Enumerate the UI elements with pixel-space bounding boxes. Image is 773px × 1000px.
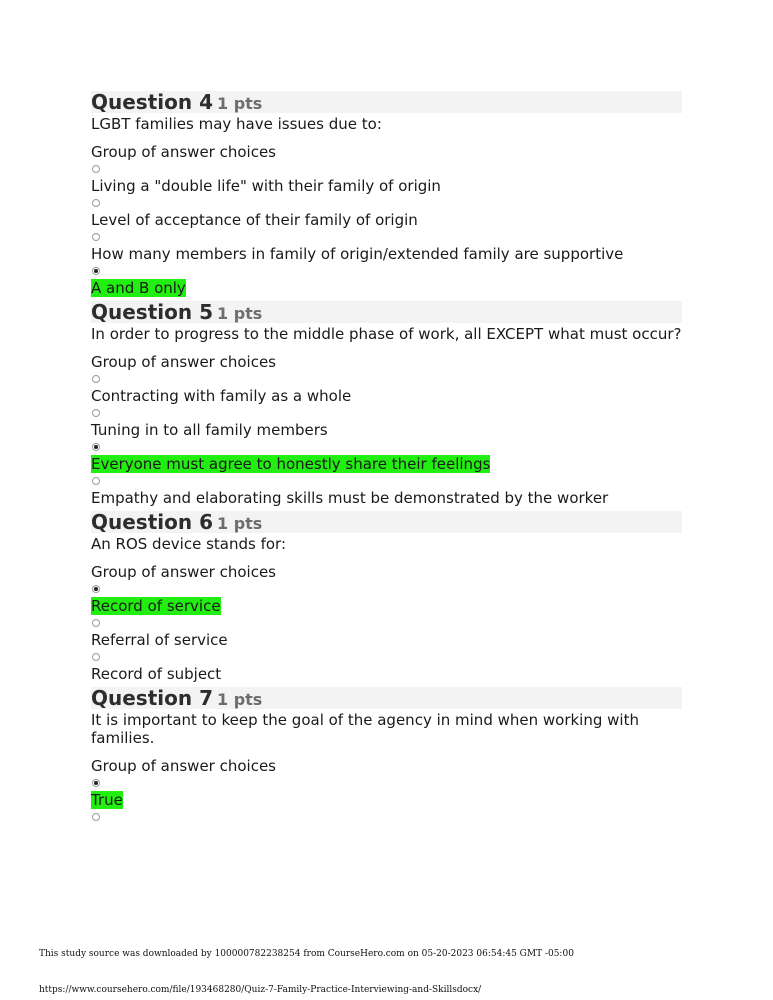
question-block bbox=[91, 91, 682, 297]
question-points: 1 pts bbox=[216, 514, 263, 533]
answer-label: Living a "double life" with their family of origin bbox=[91, 177, 441, 195]
answer-label: How many members in family of origin/extended family are supportive bbox=[91, 245, 624, 263]
highlighted-answer-label: A and B only bbox=[91, 279, 186, 297]
source-url: https://www.coursehero.com/file/193468280/Quiz-7-Family-Practice-Interviewing-and-Skillsdocx/ bbox=[39, 985, 482, 995]
radio-button-selected[interactable] bbox=[92, 779, 100, 787]
radio-button[interactable] bbox=[92, 165, 100, 173]
answer-option[interactable] bbox=[91, 177, 682, 195]
answer-option[interactable] bbox=[91, 489, 682, 507]
question-points: 1 pts bbox=[216, 304, 263, 323]
answer-group-label: Group of answer choices bbox=[91, 353, 276, 371]
answer-label: Level of acceptance of their family of origin bbox=[91, 211, 418, 229]
question-block bbox=[91, 301, 682, 507]
answer-option[interactable] bbox=[91, 455, 682, 473]
download-notice: This study source was downloaded by 100000782238254 from CourseHero.com on 05-20-2023 06:54:45 GMT -05:00 bbox=[39, 949, 574, 959]
radio-button[interactable] bbox=[92, 409, 100, 417]
answer-option[interactable] bbox=[91, 597, 682, 615]
radio-button[interactable] bbox=[92, 653, 100, 661]
radio-button[interactable] bbox=[92, 477, 100, 485]
answer-group-label: Group of answer choices bbox=[91, 757, 276, 775]
radio-button[interactable] bbox=[92, 619, 100, 627]
question-title: Question 6 bbox=[91, 510, 213, 534]
answer-option[interactable] bbox=[91, 211, 682, 229]
question-text: In order to progress to the middle phase of work, all EXCEPT what must occur? bbox=[91, 325, 682, 343]
quiz-content bbox=[91, 91, 682, 825]
answer-option[interactable] bbox=[91, 791, 682, 809]
answer-option[interactable] bbox=[91, 631, 682, 649]
answer-option[interactable] bbox=[91, 387, 682, 405]
highlighted-answer-label: Everyone must agree to honestly share their feelings bbox=[91, 455, 491, 473]
answer-label: Record of subject bbox=[91, 665, 222, 683]
answer-option[interactable] bbox=[91, 421, 682, 439]
question-header bbox=[91, 687, 682, 709]
question-points: 1 pts bbox=[216, 94, 263, 113]
answer-option[interactable] bbox=[91, 279, 682, 297]
radio-button[interactable] bbox=[92, 375, 100, 383]
answer-label: Referral of service bbox=[91, 631, 228, 649]
answer-group-label: Group of answer choices bbox=[91, 143, 276, 161]
question-text: It is important to keep the goal of the agency in mind when working with families. bbox=[91, 711, 639, 747]
answer-label: Empathy and elaborating skills must be demonstrated by the worker bbox=[91, 489, 609, 507]
question-header bbox=[91, 301, 682, 323]
radio-button-selected[interactable] bbox=[92, 585, 100, 593]
answer-label: Tuning in to all family members bbox=[91, 421, 328, 439]
answer-label: Contracting with family as a whole bbox=[91, 387, 352, 405]
radio-button[interactable] bbox=[92, 813, 100, 821]
question-header bbox=[91, 511, 682, 533]
question-block bbox=[91, 511, 682, 683]
question-list bbox=[91, 91, 682, 821]
radio-button-selected[interactable] bbox=[92, 443, 100, 451]
question-title: Question 5 bbox=[91, 300, 213, 324]
answer-option[interactable] bbox=[91, 245, 682, 263]
question-text: LGBT families may have issues due to: bbox=[91, 115, 382, 133]
question-block bbox=[91, 687, 682, 821]
highlighted-answer-label: True bbox=[91, 791, 123, 809]
question-points: 1 pts bbox=[216, 690, 263, 709]
radio-button[interactable] bbox=[92, 233, 100, 241]
question-header bbox=[91, 91, 682, 113]
question-text: An ROS device stands for: bbox=[91, 535, 287, 553]
radio-button[interactable] bbox=[92, 199, 100, 207]
question-title: Question 7 bbox=[91, 686, 213, 710]
radio-button-selected[interactable] bbox=[92, 267, 100, 275]
highlighted-answer-label: Record of service bbox=[91, 597, 221, 615]
answer-group-label: Group of answer choices bbox=[91, 563, 276, 581]
answer-option[interactable] bbox=[91, 665, 682, 683]
question-title: Question 4 bbox=[91, 90, 213, 114]
